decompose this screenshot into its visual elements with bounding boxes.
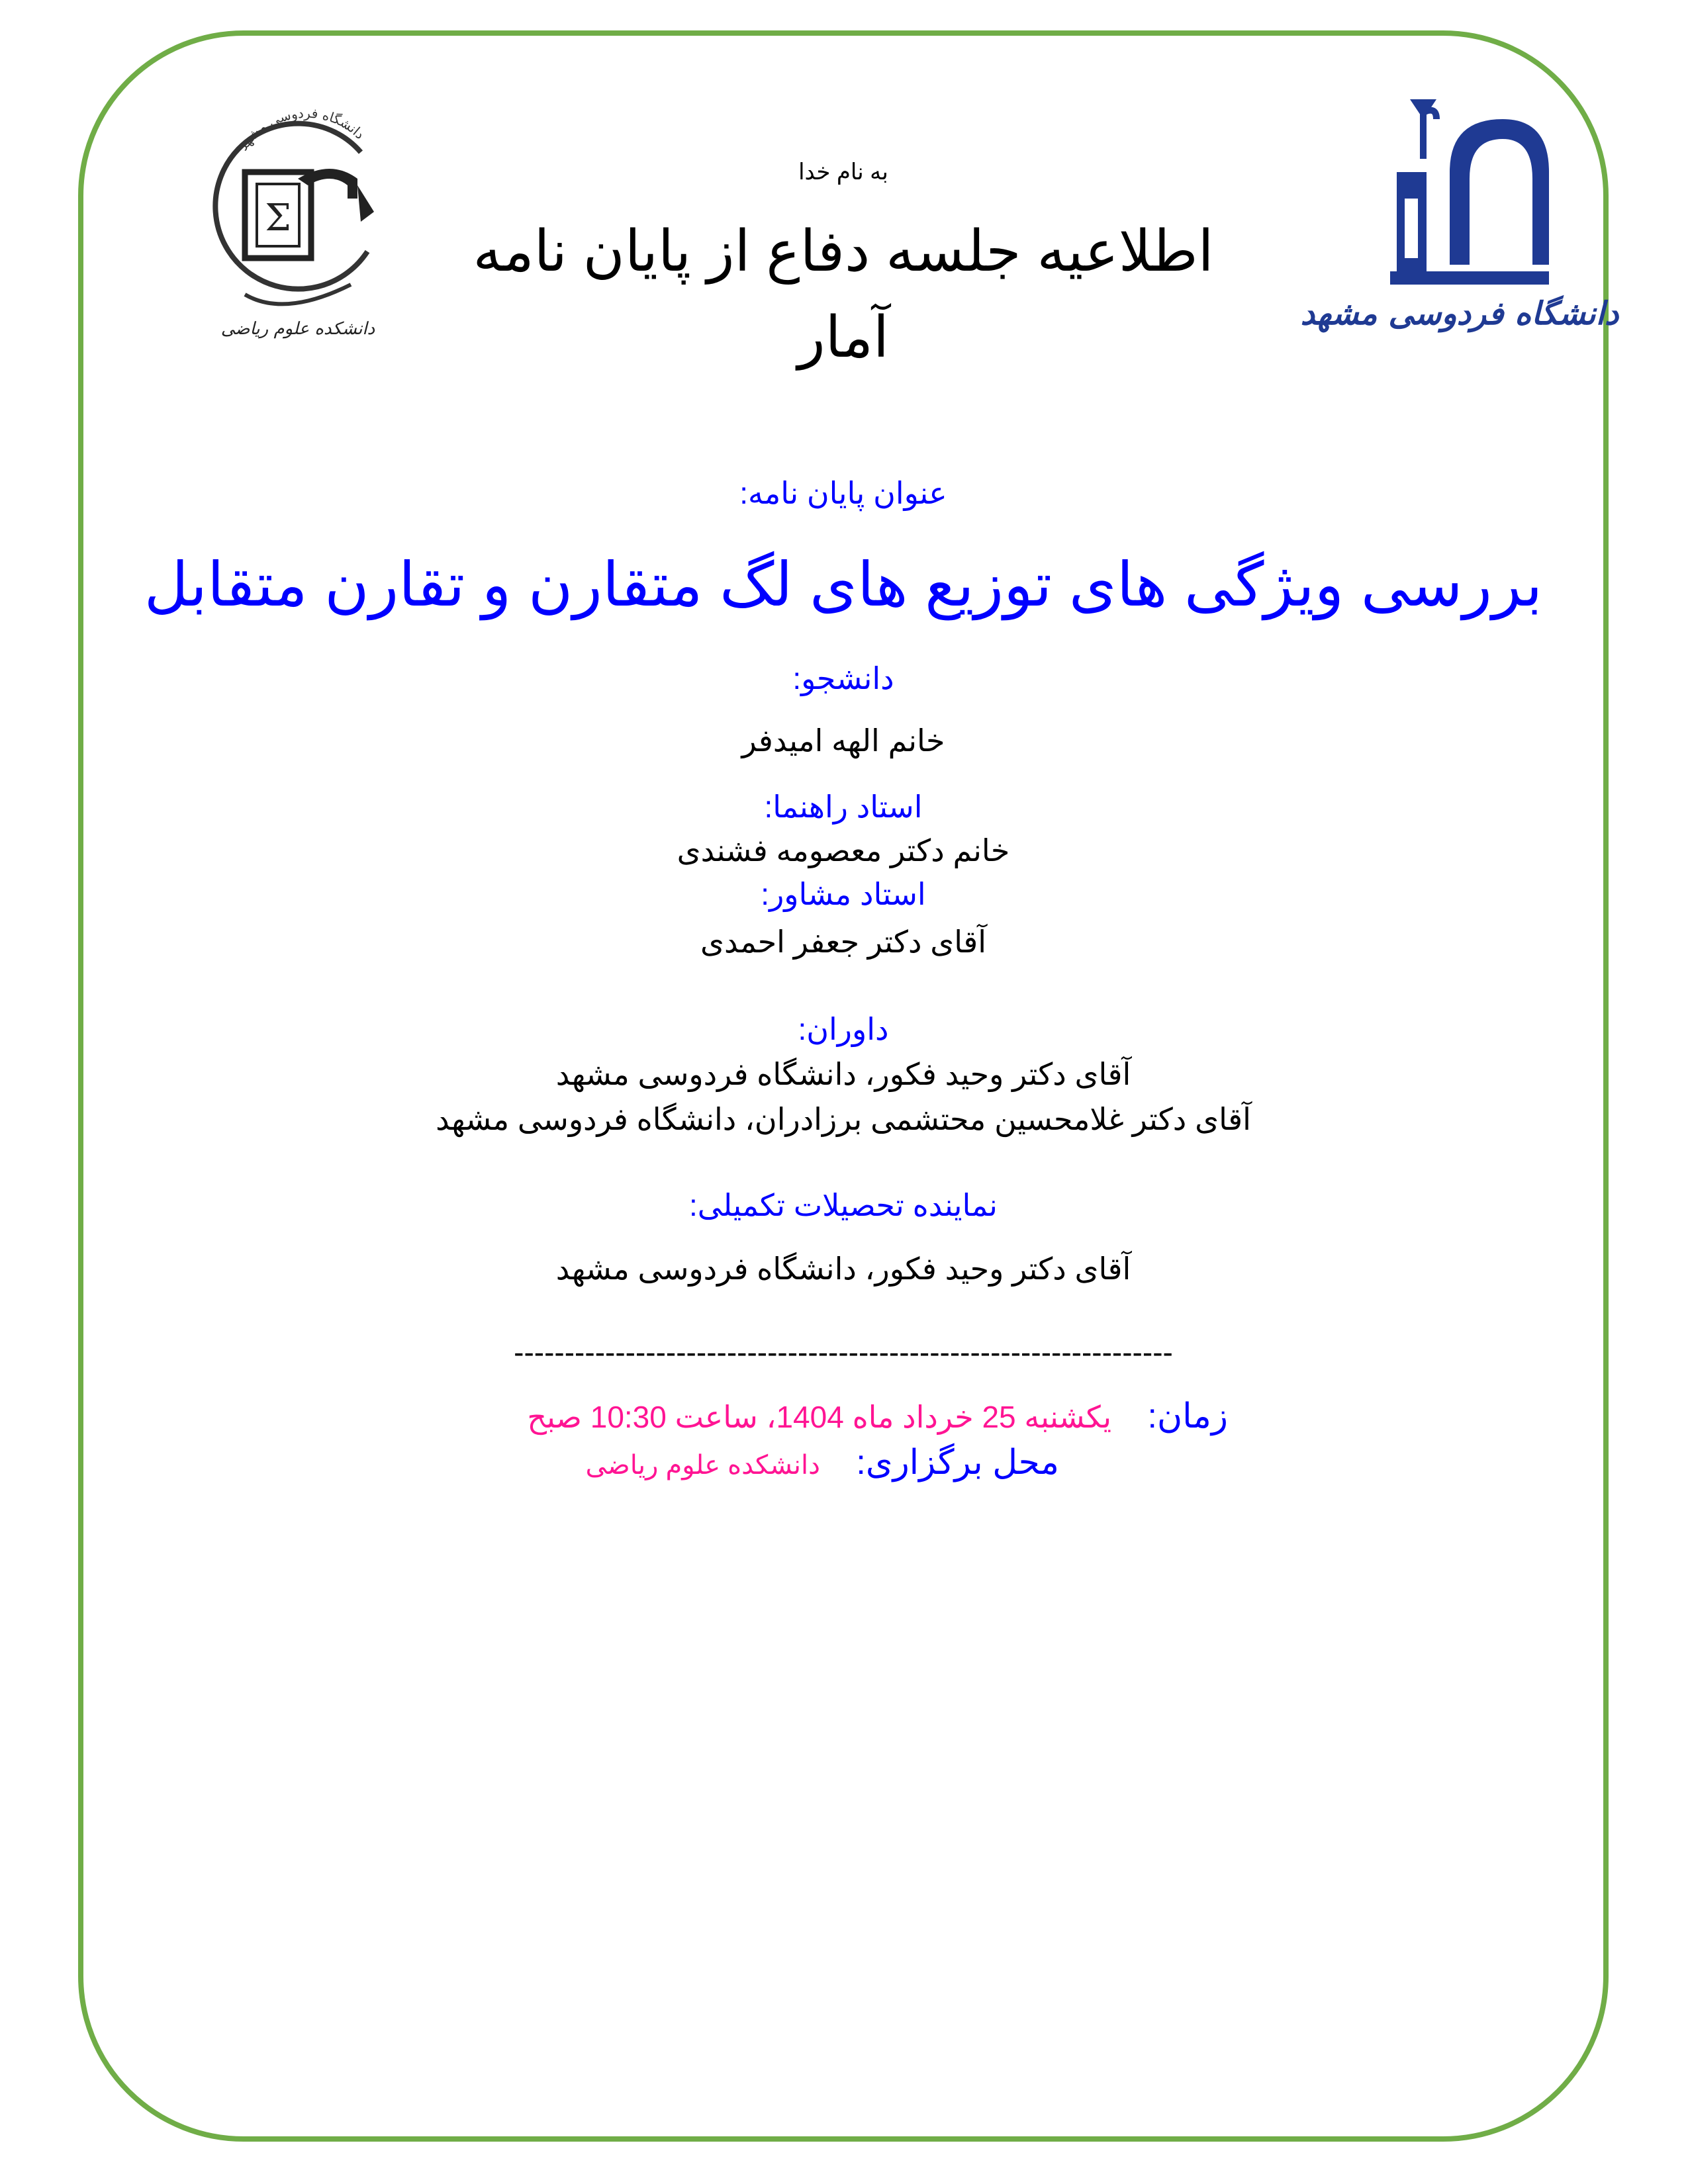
student-label: دانشجو:: [792, 661, 894, 696]
page-title-line1: اطلاعیه جلسه دفاع از پایان نامه: [473, 220, 1214, 283]
basmala-text: به نام خدا: [798, 159, 888, 185]
referee-item: آقای دکتر وحید فکور، دانشگاه فردوسی مشهد: [555, 1057, 1131, 1091]
thesis-title: بررسی ویژگی های توزیع های لگ متقارن و تقارن متقابل: [144, 551, 1543, 619]
event-place-value: دانشکده علوم ریاضی: [585, 1451, 820, 1480]
event-place-label: محل برگزاری:: [856, 1443, 1059, 1482]
event-time-value: یکشنبه 25 خرداد ماه 1404، ساعت 10:30 صبح: [527, 1400, 1112, 1434]
event-place-row: [585, 1443, 1059, 1482]
page-title-line2: آمار: [798, 306, 889, 369]
svg-text:دانشکده علوم ریاضی: دانشکده علوم ریاضی: [220, 319, 375, 339]
svg-text:دانشگاه فردوسی مشهد: دانشگاه فردوسی مشهد: [234, 106, 368, 154]
advisor-label: استاد مشاور:: [761, 877, 926, 911]
sigma-icon: Σ: [265, 197, 291, 240]
graduate-rep-label: نماینده تحصیلات تکمیلی:: [689, 1188, 998, 1222]
supervisor-name: خانم دکتر معصومه فشندی: [677, 833, 1010, 868]
divider-line: -----------------------------------------------------------------: [514, 1335, 1173, 1369]
advisor-name: آقای دکتر جعفر احمدی: [700, 925, 986, 959]
event-time-row: [527, 1396, 1228, 1436]
student-name: خانم الهه امیدفر: [741, 723, 945, 758]
supervisor-label: استاد راهنما:: [764, 790, 923, 824]
pen-nib-icon: [357, 185, 374, 222]
referees-label: داوران:: [798, 1012, 889, 1046]
graduate-rep-name: آقای دکتر وحید فکور، دانشگاه فردوسی مشهد: [555, 1251, 1131, 1286]
event-time-label: زمان:: [1147, 1397, 1228, 1435]
thesis-title-label: عنوان پایان نامه:: [739, 476, 947, 510]
referee-item: آقای دکتر غلامحسین محتشمی برزادران، دانشگاه فردوسی مشهد: [436, 1102, 1251, 1136]
svg-text:دانشگاه فردوسی مشهد: دانشگاه فردوسی مشهد: [1300, 295, 1619, 332]
